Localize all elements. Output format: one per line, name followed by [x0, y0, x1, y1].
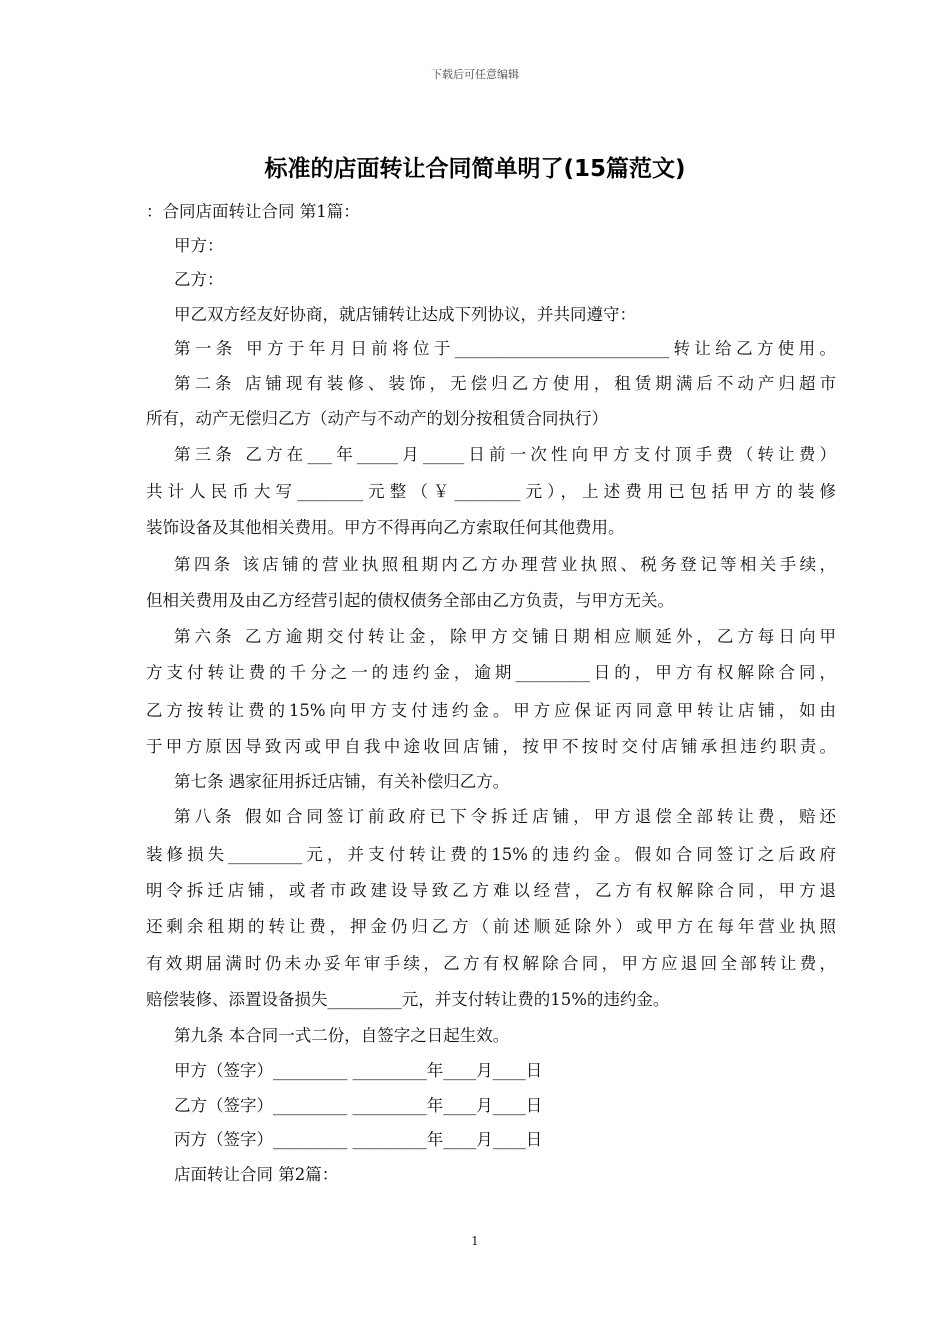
signature-line-party-c: 丙方（签字）_________ _________年____月____日 — [174, 1130, 543, 1149]
text-line: 赔偿装修、添置设备损失_________元，并支付转让费的15%的违约金。 — [146, 990, 670, 1009]
signature-line-party-a: 甲方（签字）_________ _________年____月____日 — [174, 1061, 543, 1080]
text-line: 第四条 该店铺的营业执照租期内乙方办理营业执照、税务登记等相关手续， — [174, 555, 836, 574]
text-line: 方支付转让费的千分之一的违约金，逾期_________日的，甲方有权解除合同， — [146, 663, 836, 682]
page-number: 1 — [471, 1234, 479, 1248]
text-line: 第八条 假如合同签订前政府已下令拆迁店铺，甲方退偿全部转让费，赔还 — [174, 807, 836, 826]
text-line: 所有，动产无偿归乙方（动产与不动产的划分按租赁合同执行） — [146, 409, 608, 428]
text-line: 还剩余租期的转让费，押金仍归乙方（前述顺延除外）或甲方在每年营业执照 — [146, 917, 836, 936]
text-line: 甲方： — [174, 236, 224, 255]
text-line: 但相关费用及由乙方经营引起的债权债务全部由乙方负责，与甲方无关。 — [146, 591, 674, 610]
text-line: 第二条 店铺现有装修、装饰，无偿归乙方使用，租赁期满后不动产归超市 — [174, 374, 836, 393]
text-line: 装饰设备及其他相关费用。甲方不得再向乙方索取任何其他费用。 — [146, 518, 625, 537]
text-line: 乙方按转让费的15%向甲方支付违约金。甲方应保证丙同意甲转让店铺，如由 — [146, 701, 836, 720]
text-line: 第三条 乙方在___年_____月_____日前一次性向甲方支付顶手费（转让费） — [174, 445, 836, 464]
text-line: 甲乙双方经友好协商，就店铺转让达成下列协议，并共同遵守： — [174, 305, 636, 324]
text-line: 第一条 甲方于年月日前将位于__________________________转让给乙方使用。 — [174, 339, 836, 358]
text-line: 第六条 乙方逾期交付转让金，除甲方交铺日期相应顺延外，乙方每日向甲 — [174, 627, 836, 646]
text-line: 第九条 本合同一式二份，自签字之日起生效。 — [174, 1026, 510, 1045]
signature-line-party-b: 乙方（签字）_________ _________年____月____日 — [174, 1096, 543, 1115]
text-line: 第七条 遇家征用拆迁店铺，有关补偿归乙方。 — [174, 772, 510, 791]
text-line: 共计人民币大写________元整（￥________元），上述费用已包括甲方的装修 — [146, 482, 836, 501]
page-header-note: 下载后可任意编辑 — [431, 68, 519, 81]
text-line: 装修损失_________元，并支付转让费的15%的违约金。假如合同签订之后政府 — [146, 845, 836, 864]
document-title: 标准的店面转让合同简单明了(15篇范文) — [264, 156, 686, 182]
section-heading: 店面转让合同 第2篇： — [174, 1165, 339, 1184]
text-line: 于甲方原因导致丙或甲自我中途收回店铺，按甲不按时交付店铺承担违约职责。 — [146, 737, 836, 756]
text-line: ：合同店面转让合同 第1篇： — [146, 202, 360, 221]
text-line: 有效期届满时仍未办妥年审手续，乙方有权解除合同，甲方应退回全部转让费， — [146, 954, 836, 973]
text-line: 明令拆迁店铺，或者市政建设导致乙方难以经营，乙方有权解除合同，甲方退 — [146, 881, 836, 900]
text-line: 乙方： — [174, 270, 224, 289]
